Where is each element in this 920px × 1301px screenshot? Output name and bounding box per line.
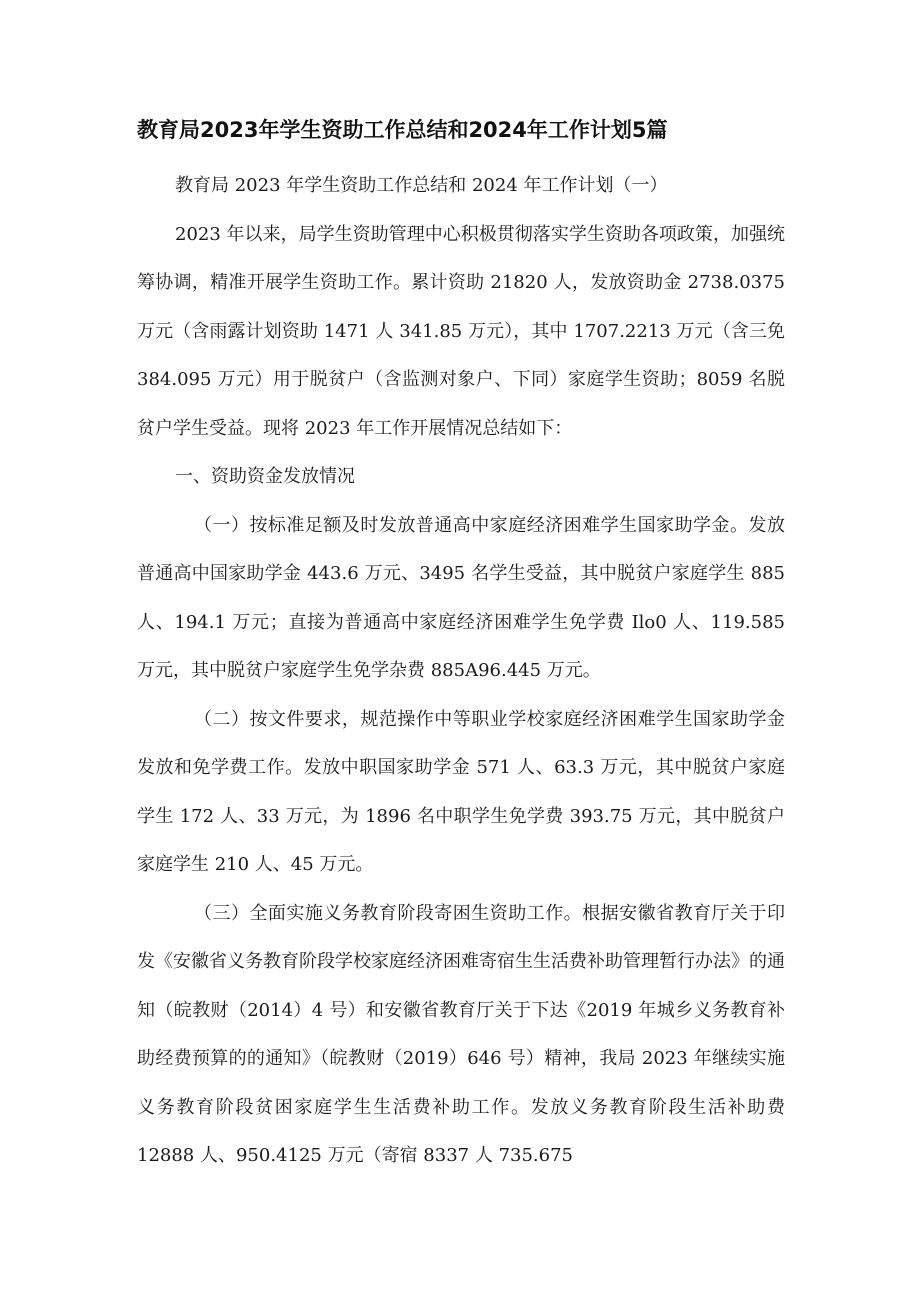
- document-body: [137, 162, 785, 1181]
- document-subtitle: 教育局 2023 年学生资助工作总结和 2024 年工作计划（一）: [175, 175, 668, 196]
- item-paragraph-1: （一）按标准足额及时发放普通高中家庭经济困难学生国家助学金。发放普通高中国家助学金 443.6 万元、3495 名学生受益，其中脱贫户家庭学生 885 人、194.1 万元；直接为普通高中家庭经济困难学生免学费 Ilo0 人、119.585 万元，其中脱贫户家庭学生免学杂费 885A96.445 万元。: [137, 514, 785, 681]
- item-paragraph-2: （二）按文件要求，规范操作中等职业学校家庭经济困难学生国家助学金发放和免学费工作。发放中职国家助学金 571 人、63.3 万元，其中脱贫户家庭学生 172 人、33 万元，为 1896 名中职学生免学费 393.75 万元，其中脱贫户家庭学生 210 人、45 万元。: [137, 708, 785, 875]
- item-paragraph-3: （三）全面实施义务教育阶段寄困生资助工作。根据安徽省教育厅关于印发《安徽省义务教育阶段学校家庭经济困难寄宿生生活费补助管理暂行办法》的通知（皖教财（2014）4 号）和安徽省教育厅关于下达《2019 年城乡义务教育补助经费预算的的通知》（皖教财（2019）646 号）精神，我局 2023 年继续实施义务教育阶段贫困家庭学生生活费补助工作。发放义务教育阶段生活补助费 12888 人、950.4125 万元（寄宿 8337 人 735.675: [137, 902, 785, 1166]
- section-heading: 一、资助资金发放情况: [175, 466, 355, 487]
- intro-paragraph: 2023 年以来，局学生资助管理中心积极贯彻落实学生资助各项政策，加强统筹协调，精准开展学生资助工作。累计资助 21820 人，发放资助金 2738.0375 万元（含雨露计划资助 1471 人 341.85 万元），其中 1707.2213 万元（含三免 384.095 万元）用于脱贫户（含监测对象户、下同）家庭学生资助；8059 名脱贫户学生受益。现将 2023 年工作开展情况总结如下：: [137, 223, 785, 439]
- document-title: 教育局2023年学生资助工作总结和2024年工作计划5篇: [137, 118, 668, 142]
